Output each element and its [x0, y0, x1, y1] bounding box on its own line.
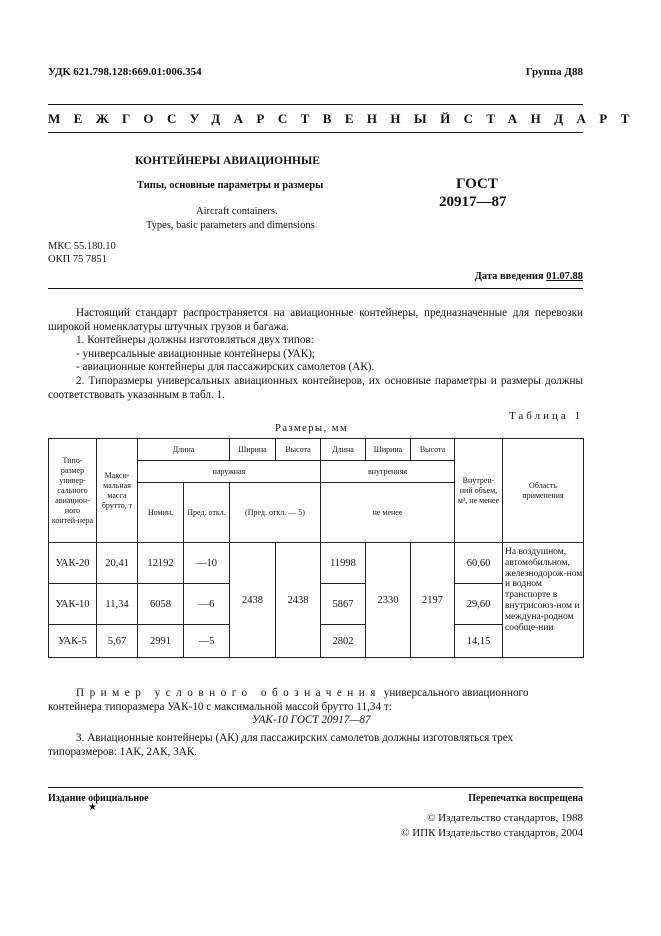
col-area: Область применения [503, 439, 584, 543]
designation-value: УАК-10 ГОСТ 20917—87 [252, 714, 371, 726]
row-length: 2991 [138, 625, 184, 658]
table-row [49, 543, 584, 584]
row-volume: 60,60 [455, 543, 503, 584]
tolerance-header: Пред. откл. [184, 483, 230, 543]
row-inner-length: 5867 [321, 584, 366, 625]
inner-dims-header: внутренняя [321, 461, 455, 483]
banner-word-1: МЕЖГОСУДАРСТВЕННЫЙ [48, 111, 464, 126]
intro-paragraph: Настоящий стандарт распространяется на авиационные контейнеры, предназначенные для перевозки широкой номенклатуры штучных грузов и багажа. [48, 307, 583, 333]
row-tolerance: —10 [184, 543, 230, 584]
gost-number [439, 175, 507, 211]
copyright-1988: © Издательство стандартов, 1988 [427, 812, 583, 824]
doc-title-en: Aircraft containers. [196, 206, 278, 217]
gost-code: 20917—87 [439, 194, 507, 210]
designation-example [48, 687, 583, 714]
row-mass: 5,67 [97, 625, 138, 658]
row-type: УАК-10 [49, 584, 97, 625]
col-width: Ширина [230, 439, 276, 461]
row-mass: 11,34 [97, 584, 138, 625]
okp-code: ОКП 75 7851 [48, 254, 107, 265]
row-type: УАК-5 [49, 625, 97, 658]
copyright-2004: © ИПК Издательство стандартов, 2004 [401, 827, 583, 839]
date-rule [48, 288, 583, 289]
shared-width: 2438 [230, 543, 276, 658]
col-inner-length: Длина [321, 439, 366, 461]
outer-dims-header: наружная [138, 461, 321, 483]
col-length: Длина [138, 439, 230, 461]
group-code: Группа Д88 [525, 66, 583, 78]
shared-inner-width: 2330 [366, 543, 411, 658]
row-length: 6058 [138, 584, 184, 625]
clause-1a: - универсальные авиационные контейнеры (УАК); [76, 348, 316, 360]
clause-1b: - авиационные контейнеры для пассажирских самолетов (АК). [76, 361, 375, 373]
shared-inner-height: 2197 [411, 543, 455, 658]
row-mass: 20,41 [97, 543, 138, 584]
date-value: 01.07.88 [546, 271, 583, 282]
not-less-header: не менее [321, 483, 455, 543]
row-length: 12192 [138, 543, 184, 584]
row-type: УАК-20 [49, 543, 97, 584]
date-label: Дата введения [474, 271, 544, 282]
table-caption: Размеры, мм [275, 423, 349, 434]
clause-3: 3. Авиационные контейнеры (АК) для пассажирских самолетов должны изготовляться трех типоразмеров: 1АК, 2АК, 3АК. [48, 732, 514, 758]
col-volume: Внутрен-ний объем, м³, не менее [455, 439, 503, 543]
top-rule [48, 104, 583, 105]
application-area: На воздушном, автомобильном, железнодорож-ном и водном транспорте в внутрисоюз-ном и междуна-родном сообще-нии [503, 543, 584, 658]
banner-word-2: СТАНДАРТ [463, 111, 643, 126]
mks-code: МКС 55.180.10 [48, 241, 116, 252]
star-icon: ★ [88, 802, 97, 813]
col-inner-height: Высота [411, 439, 455, 461]
shared-height: 2438 [276, 543, 321, 658]
row-inner-length: 2802 [321, 625, 366, 658]
row-tolerance: —6 [184, 584, 230, 625]
official-edition: Издание официальное [48, 793, 149, 804]
row-inner-length: 11998 [321, 543, 366, 584]
classification-codes [48, 240, 116, 266]
table-number: Таблица 1 [508, 410, 583, 422]
tolerance-5-header: (Пред. откл. — 5) [230, 483, 321, 543]
standard-banner [48, 111, 643, 127]
nominal-header: Номин. [138, 483, 184, 543]
col-type: Типо-размер универ-сального авиацион-ного контей-нера [49, 439, 97, 543]
effective-date [475, 271, 583, 282]
clause-1: 1. Контейнеры должны изготовляться двух типов: [76, 334, 314, 346]
reprint-notice: Перепечатка воспрещена [468, 793, 583, 804]
gost-label: ГОСТ [456, 176, 498, 192]
example-lead: Пример условного обозначения [76, 687, 381, 699]
udk-code: УДК 621.798.128:669.01:006.354 [48, 66, 202, 78]
row-volume: 14,15 [455, 625, 503, 658]
doc-title: КОНТЕЙНЕРЫ АВИАЦИОННЫЕ [135, 155, 320, 167]
col-mass: Макси-мальная масса брутто, т [97, 439, 138, 543]
example-text: универсального авиационного контейнера типоразмера УАК-10 с максимальной массой брутто 11,34 т: [48, 687, 529, 713]
bottom-rule [48, 132, 583, 133]
clause-2: 2. Типоразмеры универсальных авиационных контейнеров, их основные параметры и размеры должны соответствовать указанным в табл. 1. [48, 375, 583, 401]
row-tolerance: —5 [184, 625, 230, 658]
doc-subtitle: Типы, основные параметры и размеры [137, 180, 324, 191]
dimensions-table [48, 438, 584, 658]
row-volume: 29,60 [455, 584, 503, 625]
col-height: Высота [276, 439, 321, 461]
col-inner-width: Ширина [366, 439, 411, 461]
footer-rule [48, 787, 583, 788]
doc-subtitle-en: Types, basic parameters and dimensions [146, 220, 315, 231]
